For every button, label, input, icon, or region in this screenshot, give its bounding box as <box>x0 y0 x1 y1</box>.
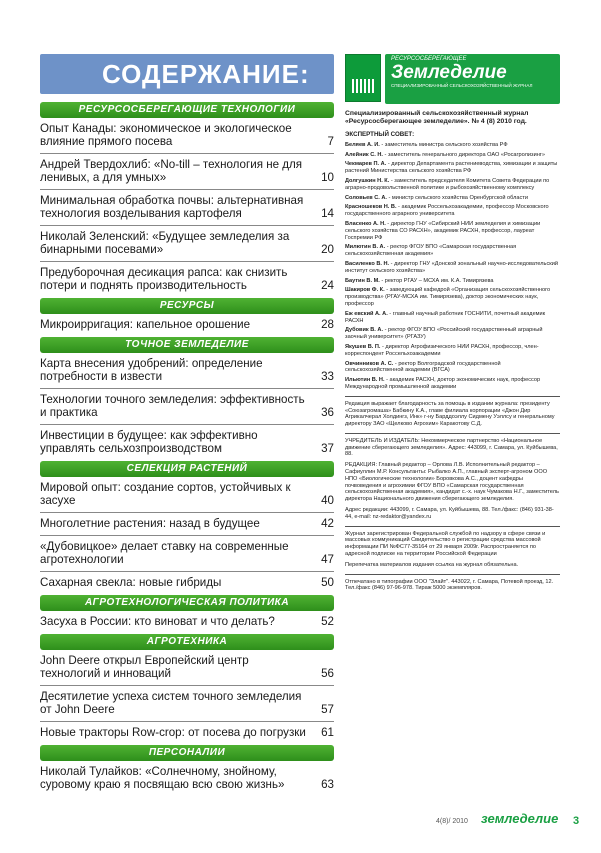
expert-desc: - академик Россельхозакадемии, профессор Московского государственного аграрного университета <box>345 204 549 218</box>
toc-entry-page: 63 <box>321 778 334 791</box>
expert-name: Власенко А. Н. <box>345 220 386 227</box>
toc-entry-title: Технологии точного земледелия: эффективность и практика <box>40 393 305 419</box>
toc-entry-title: Николай Тулайков: «Солнечному, знойному, суровому краю я посвящаю всю свою жизнь» <box>40 765 285 791</box>
toc-entry[interactable] <box>40 690 334 716</box>
expert-entry <box>345 161 560 175</box>
toc-entry[interactable] <box>40 429 334 455</box>
divider <box>40 261 334 262</box>
toc-entry-title: Инвестиции в будущее: как эффективно управлять сельхозпроизводством <box>40 429 258 455</box>
toc-entry-page: 50 <box>321 576 334 589</box>
expert-entry <box>345 261 560 275</box>
toc-entry-page: 57 <box>321 703 334 716</box>
printing-info: Отпечатано в типографии ООО "Злайт". 443022, г. Самара, Потевой проезд, 12. Тел./факс (846) 97-96-978. Тираж 5000 экземпляров. <box>345 578 554 592</box>
expert-desc: - ректор ФГОУ ВПО «Самарская государственная сельскохозяйственная академия» <box>345 244 517 258</box>
toc-entry-page: 47 <box>321 553 334 566</box>
section-header: СЕЛЕКЦИЯ РАСТЕНИЙ <box>40 461 334 477</box>
expert-desc: - директор Агрофизического НИИ РАСХН, профессор, член-корреспондент Россельхозакадемии <box>345 343 539 357</box>
toc-entry[interactable] <box>40 654 334 680</box>
table-of-contents <box>40 54 334 796</box>
divider <box>345 396 560 397</box>
divider <box>40 685 334 686</box>
toc-entry-page: 56 <box>321 667 334 680</box>
toc-entry[interactable] <box>40 158 334 184</box>
toc-entry-page: 61 <box>321 726 334 739</box>
expert-desc: - заместитель председателя Комитета Совета Федерации по аграрно-продовольственной политике и рыбохозяйственному комплексу <box>345 177 550 191</box>
expert-name: Якушев В. П. <box>345 343 381 350</box>
expert-desc: - заведующий кафедрой «Организация сельскохозяйственного производства» (РГАУ-МСХА им. Тимирязева), доктор экономических наук, профессор <box>345 287 551 307</box>
expert-name: Еж евский А. А. <box>345 310 388 317</box>
expert-name: Василенко В. Н. <box>345 260 390 267</box>
expert-name: Шакиров Ф. К. <box>345 287 385 294</box>
page-title: СОДЕРЖАНИЕ: <box>40 54 334 94</box>
experts-header: ЭКСПЕРТНЫЙ СОВЕТ: <box>345 131 415 138</box>
toc-entry-title: Микроирригация: капельное орошение <box>40 318 251 331</box>
expert-name: Дубовик В. А. <box>345 327 384 334</box>
toc-entry-page: 42 <box>321 517 334 530</box>
journal-logo <box>345 54 560 104</box>
issue-number: 4(8)/ 2010 <box>436 818 468 825</box>
expert-entry <box>345 278 560 285</box>
divider <box>40 424 334 425</box>
toc-entry-title: Сахарная свекла: новые гибриды <box>40 576 222 589</box>
expert-entry <box>345 311 560 325</box>
expert-entry <box>345 377 560 391</box>
founder-info: УЧРЕДИТЕЛЬ И ИЗДАТЕЛЬ: Некоммерческое партнерство «Национальное движение сберегающего земледелия». Адрес: 443099, г. Самара, ул. Куйбышева, 88. <box>345 437 558 458</box>
expert-name: Овчинников А. С. <box>345 360 394 367</box>
footer-logo: земледелие <box>481 811 559 826</box>
divider <box>40 512 334 513</box>
expert-desc: - директор ГНУ «Сибирский НИИ земледелия и химизации сельского хозяйства СО РАСХН», академик РАСХН, профессор, лауреат Госпремии РФ <box>345 220 541 241</box>
toc-entry-page: 10 <box>321 171 334 184</box>
journal-title: Специализированный сельскохозяйственный журнал «Ресурсосберегающее земледелие». № 4 (8) 2010 год. <box>345 110 529 125</box>
toc-entry-page: 24 <box>321 279 334 292</box>
toc-entry-title: Десятилетие успеха систем точного земледелия от John Deere <box>40 690 302 716</box>
expert-name: Ильютин В. Н. <box>345 377 385 384</box>
toc-entry-title: Засуха в России: кто виноват и что делать? <box>40 615 275 628</box>
toc-list <box>40 102 334 791</box>
toc-entry[interactable] <box>40 266 334 292</box>
expert-name: Чекмарев П. А. <box>345 161 387 168</box>
expert-entry <box>345 195 560 202</box>
section-header: АГРОТЕХНИКА <box>40 634 334 650</box>
toc-entry-page: 7 <box>327 135 334 148</box>
toc-entry[interactable] <box>40 576 334 589</box>
toc-entry-title: Карта внесения удобрений: определение потребности в извести <box>40 357 263 383</box>
expert-entry <box>345 244 560 258</box>
divider <box>345 526 560 527</box>
logo-band: РЕСУРСОСБЕРЕГАЮЩЕЕ Земледелие СПЕЦИАЛИЗИРОВАННЫЙ СЕЛЬСКОХОЗЯЙСТВЕННЫЙ ЖУРНАЛ <box>385 54 560 104</box>
toc-entry-page: 37 <box>321 442 334 455</box>
page-number: 3 <box>573 815 580 827</box>
expert-name: Красношеков Н. В. <box>345 204 397 211</box>
divider <box>40 571 334 572</box>
toc-entry[interactable] <box>40 230 334 256</box>
editorial-info: РЕДАКЦИЯ: Главный редактор – Орлова Л.В. Исполнительный редактор – Сафиуллин М.Р. Консультанты: Рыбалко А.П., главный эксперт-агроном ООО НПО «Биологические технологии» Боровкова А.С., доцент кафедры почвоведения и агрохимии ФГОУ ВПО «Самарская государственная сельскохозяйственная академия», кандидат с.-х. наук Чумакова Н.Г., заместитель директора Национального движения сберегающего земледелия. <box>345 462 559 503</box>
toc-entry-title: Многолетние растения: назад в будущее <box>40 517 260 530</box>
toc-entry[interactable] <box>40 318 334 331</box>
expert-entry <box>345 221 560 241</box>
section-header: ПЕРСОНАЛИИ <box>40 745 334 761</box>
expert-desc: - директор ГНУ «Донской зональный научно-исследовательский институт сельского хозяйства» <box>345 260 558 274</box>
divider <box>40 388 334 389</box>
expert-name: Баутин В. М. <box>345 277 380 284</box>
expert-entry <box>345 204 560 218</box>
expert-desc: - ректор ФГОУ ВПО «Российский государственный аграрный заочный университет» (РГАЗУ) <box>345 327 543 341</box>
divider <box>345 433 560 434</box>
expert-name: Долгушкин Н. К. <box>345 177 390 184</box>
toc-entry-title: Предуборочная десикация рапса: как снизить потери и поднять производительность <box>40 266 288 292</box>
expert-entry <box>345 152 560 159</box>
section-header: АГРОТЕХНОЛОГИЧЕСКАЯ ПОЛИТИКА <box>40 595 334 611</box>
expert-desc: - главный научный работник ГОСНИТИ, почетный академик РАСХН <box>345 310 546 324</box>
expert-desc: - ректор Волгоградской государственной сельскохозяйственной академии (ВГСА) <box>345 360 501 374</box>
expert-desc: - директор Департамента растениеводства, химизации и защиты растений Министерства сельского хозяйства РФ <box>345 161 558 175</box>
divider <box>40 189 334 190</box>
toc-entry-title: Андрей Твердохлиб: «No-till – технология не для ленивых, а для умных» <box>40 158 303 184</box>
logo-emblem-icon <box>345 54 381 102</box>
section-header: РЕСУРСЫ <box>40 298 334 314</box>
toc-entry-page: 36 <box>321 406 334 419</box>
toc-entry-title: Новые тракторы Row-crop: от посева до погрузки <box>40 726 306 739</box>
toc-entry-title: «Дубовицкое» делает ставку на современные агротехнологии <box>40 540 289 566</box>
divider <box>40 721 334 722</box>
toc-entry[interactable] <box>40 122 334 148</box>
toc-entry[interactable] <box>40 481 334 507</box>
toc-entry[interactable] <box>40 517 334 530</box>
section-header: ТОЧНОЕ ЗЕМЛЕДЕЛИЕ <box>40 337 334 353</box>
toc-entry-title: John Deere открыл Европейский центр технологий и инноваций <box>40 654 249 680</box>
expert-entry <box>345 142 560 149</box>
expert-entry <box>345 361 560 375</box>
expert-name: Беляев А. И. <box>345 141 380 148</box>
toc-entry-page: 20 <box>321 243 334 256</box>
expert-name: Милютин В. А. <box>345 244 386 251</box>
toc-entry-page: 40 <box>321 494 334 507</box>
expert-desc: - ректор РГАУ – МСХА им. К.А. Тимирязева <box>379 277 494 284</box>
thanks-note: Редакция выражает благодарность за помощь в издании журнала: президенту «Союзагромаша» Бабкину К.А., главе филиала корпорации «Джон Дир Агрикалчерал Холдингз, Инк» г-ну Барддоэллу Сидмену Уэллсу и генеральному директору ЗАО «Щелково Агрохим» Каракотову С.Д. <box>345 400 555 428</box>
expert-entry <box>345 178 560 192</box>
toc-entry-page: 28 <box>321 318 334 331</box>
toc-entry-title: Николай Зеленский: «Будущее земледелия за бинарными посевами» <box>40 230 290 256</box>
expert-desc: - академик РАСХН, доктор экономических наук, профессор Международной промышленной академии <box>345 377 541 390</box>
expert-desc: - заместитель генерального директора ОАО «Росагролизинг» <box>382 151 545 158</box>
expert-name: Алейник С. Н. <box>345 151 383 158</box>
toc-entry[interactable] <box>40 726 334 739</box>
expert-name: Соловьев С. А. <box>345 194 387 201</box>
experts-list <box>345 142 560 391</box>
toc-entry-page: 33 <box>321 370 334 383</box>
toc-entry-title: Мировой опыт: создание сортов, устойчивых к засухе <box>40 481 291 507</box>
toc-entry[interactable] <box>40 357 334 383</box>
divider <box>40 153 334 154</box>
toc-entry-page: 52 <box>321 615 334 628</box>
masthead <box>345 54 560 596</box>
toc-entry-title: Опыт Канады: экономическое и экологическое влияние прямого посева <box>40 122 292 148</box>
divider <box>40 535 334 536</box>
toc-entry-page: 14 <box>321 207 334 220</box>
toc-entry[interactable] <box>40 765 334 791</box>
expert-entry <box>345 344 560 358</box>
toc-entry[interactable] <box>40 393 334 419</box>
toc-entry[interactable] <box>40 194 334 220</box>
expert-desc: - заместитель министра сельского хозяйства РФ <box>379 141 508 148</box>
divider <box>345 574 560 575</box>
reprint-note: Перепечатка материалов издания ссылка на журнал обязательна. <box>345 561 519 568</box>
toc-entry[interactable] <box>40 540 334 566</box>
editorial-address: Адрес редакции: 443099, г. Самара, ул. Куйбышева, 88. Тел./факс: (846) 931-38-44, e-mail: nz-redaktor@yandex.ru <box>345 507 554 520</box>
expert-entry <box>345 327 560 341</box>
divider <box>40 225 334 226</box>
toc-entry[interactable] <box>40 615 334 628</box>
expert-entry <box>345 287 560 307</box>
expert-desc: - министр сельского хозяйства Оренбургской области <box>386 194 528 201</box>
toc-entry-title: Минимальная обработка почвы: альтернативная технология возделывания картофеля <box>40 194 304 220</box>
registration-info: Журнал зарегистрирован Федеральной службой по надзору в сфере связи и массовых коммуникаций Свидетельство о регистрации средства массовой информации ПИ №ФС77-35164 от 29 января 2009г. Распространяется по адресной подписке на территории Российской Федерации <box>345 530 546 558</box>
section-header: РЕСУРСОСБЕРЕГАЮЩИЕ ТЕХНОЛОГИИ <box>40 102 334 118</box>
